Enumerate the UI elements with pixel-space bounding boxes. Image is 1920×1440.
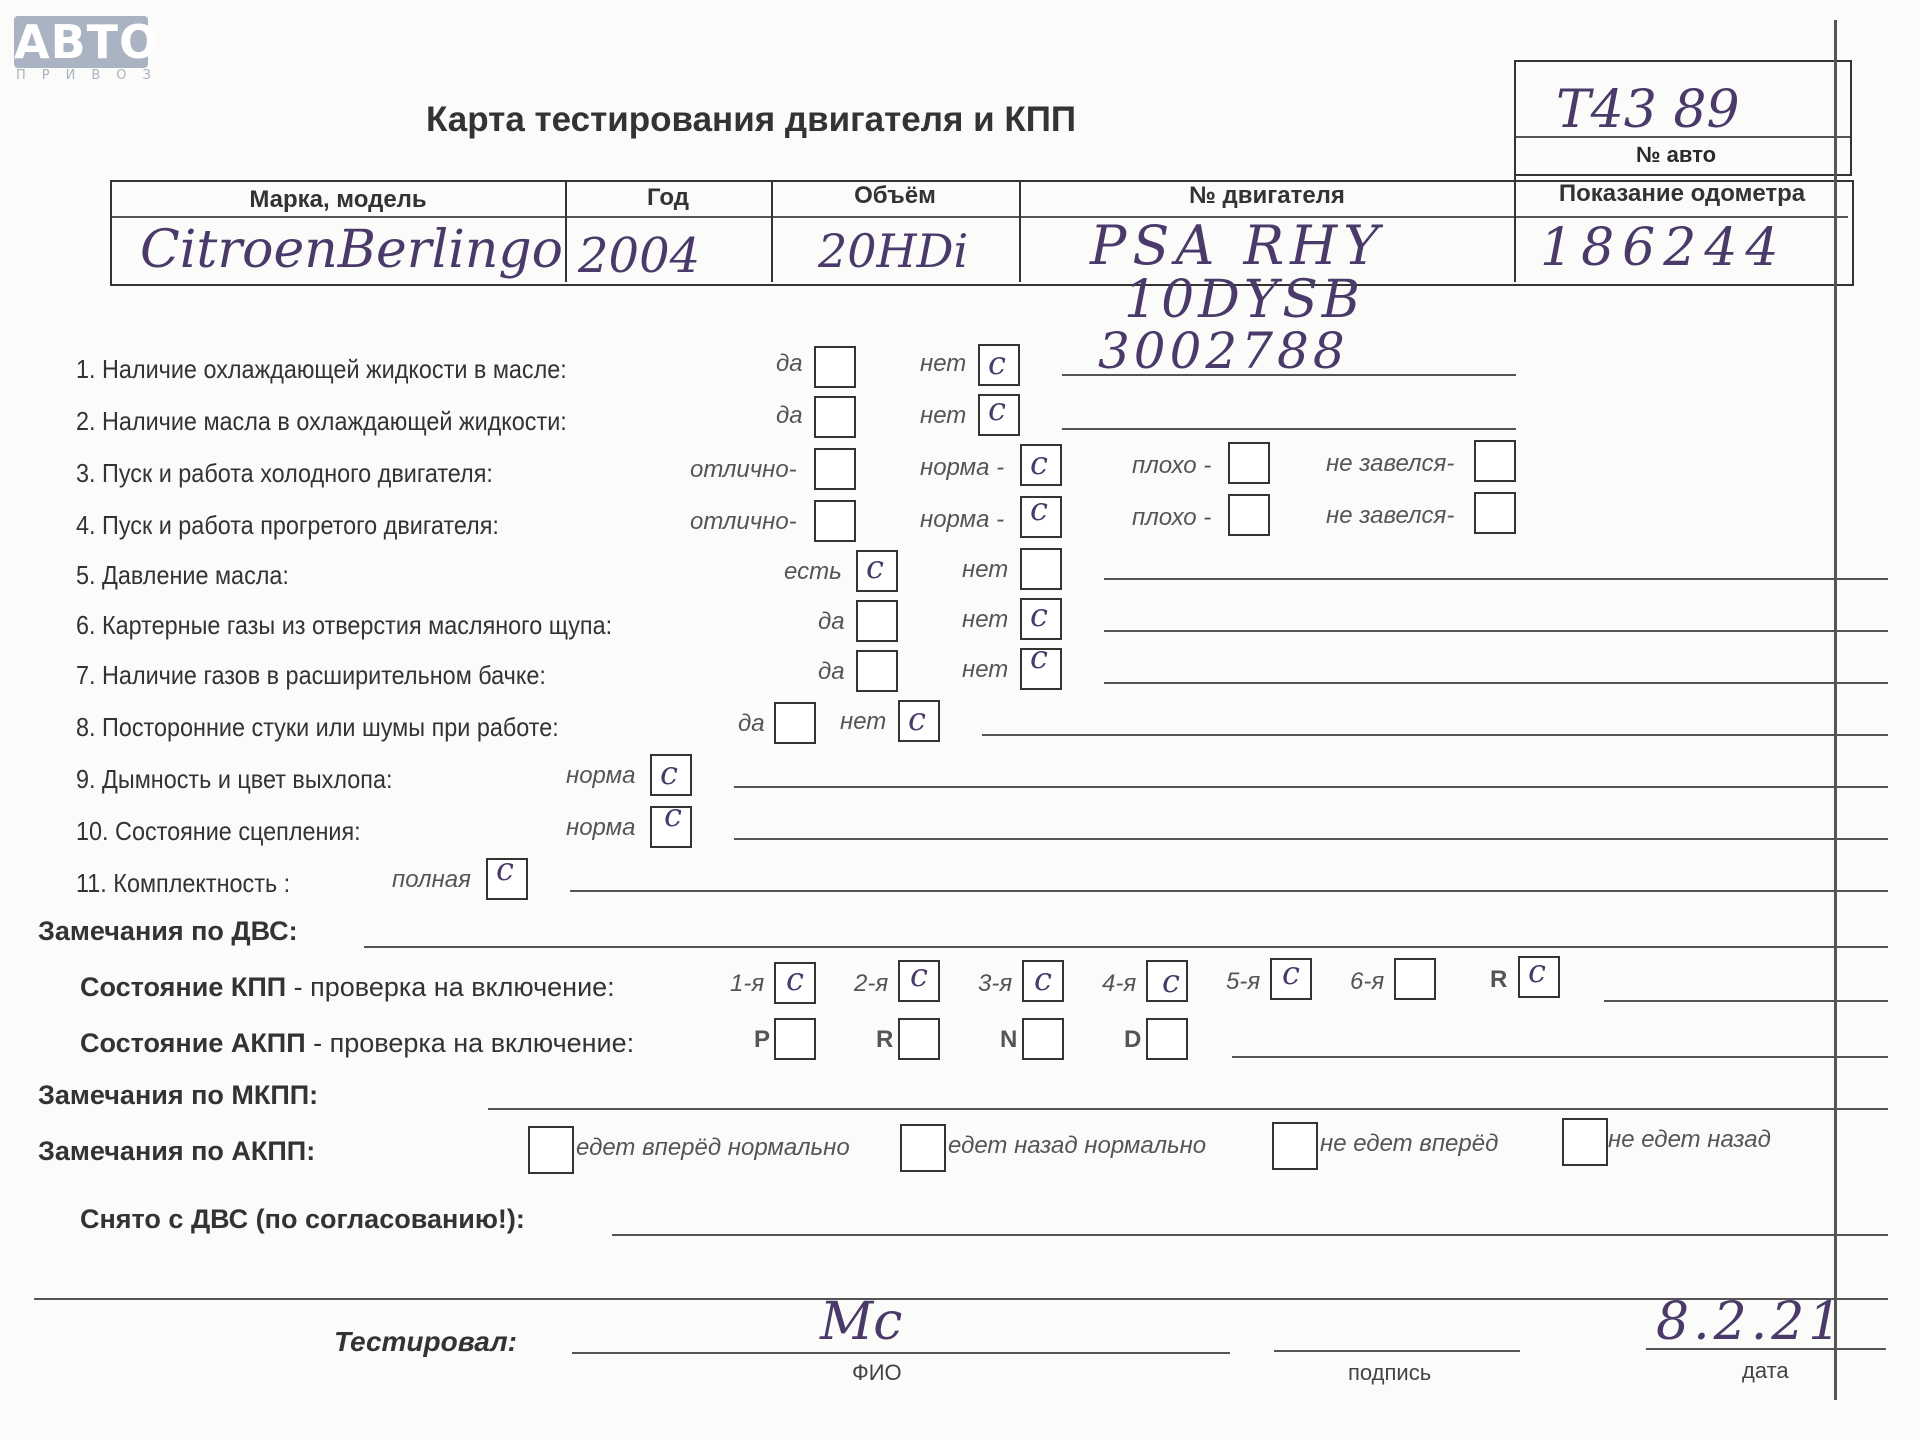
- q5-no-checkbox[interactable]: [1020, 548, 1062, 590]
- q3-bad-checkbox[interactable]: [1228, 442, 1270, 484]
- signature-line: [1274, 1350, 1520, 1352]
- akpp-forward-ok-label: едет вперёд нормально: [576, 1134, 850, 1161]
- q7-no-check: c: [1030, 638, 1048, 676]
- q2-yes-label: да: [776, 402, 803, 429]
- akpp-d-label: D: [1124, 1026, 1142, 1053]
- value-volume: 20HDi: [818, 224, 969, 278]
- kpp-label: Состояние КПП - проверка на включение:: [80, 972, 615, 1002]
- removed-line: [612, 1234, 1888, 1236]
- caption-fio: ФИО: [852, 1360, 902, 1385]
- remarks-akpp-label: Замечания по АКПП:: [38, 1136, 316, 1166]
- kpp-gear-3-check: c: [1034, 960, 1052, 998]
- q4-excellent-checkbox[interactable]: [814, 500, 856, 542]
- question-5: 5. Давление масла:: [76, 560, 289, 590]
- q4-not-started-checkbox[interactable]: [1474, 492, 1516, 534]
- kpp-gear-1-label: 1-я: [730, 970, 765, 997]
- remarks-dvs-label: Замечания по ДВС:: [38, 916, 298, 946]
- q1-yes-checkbox[interactable]: [814, 346, 856, 388]
- q1-line: [1062, 374, 1516, 376]
- kpp-gear-4-check: c: [1162, 962, 1180, 1000]
- q1-no-label: нет: [920, 350, 967, 377]
- q11-line: [570, 890, 1888, 892]
- removed-label: Снято с ДВС (по согласованию!):: [80, 1204, 525, 1234]
- q5-line: [1104, 578, 1888, 580]
- date-value: 8.2.21: [1656, 1292, 1846, 1352]
- q11-full-label: полная: [392, 866, 471, 893]
- akpp-r-checkbox[interactable]: [898, 1018, 940, 1060]
- kpp-line: [1604, 1000, 1888, 1002]
- akpp-label: Состояние АКПП - проверка на включение:: [80, 1028, 635, 1058]
- q5-present-check: c: [866, 548, 884, 586]
- q10-norm-label: норма: [566, 814, 636, 841]
- q3-bad-label: плохо -: [1132, 452, 1212, 479]
- q8-line: [982, 734, 1888, 736]
- question-4: 4. Пуск и работа прогретого двигателя:: [76, 510, 499, 540]
- q4-normal-check: c: [1030, 490, 1048, 528]
- q7-no-label: нет: [962, 656, 1009, 683]
- bottom-separator: [34, 1298, 1888, 1300]
- q8-no-label: нет: [840, 708, 887, 735]
- akpp-backward-ok-checkbox[interactable]: [900, 1124, 946, 1172]
- question-2: 2. Наличие масла в охлаждающей жидкости:: [76, 406, 567, 436]
- akpp-line: [1232, 1056, 1888, 1058]
- car-number-label: № авто: [1636, 142, 1717, 167]
- q5-present-label: есть: [784, 558, 842, 585]
- header-volume: Объём: [854, 182, 936, 209]
- akpp-backward-ok-label: едет назад нормально: [948, 1132, 1207, 1159]
- question-8: 8. Посторонние стуки или шумы при работе:: [76, 712, 559, 742]
- page-edge-line: [1834, 20, 1837, 1400]
- akpp-r-label: R: [876, 1026, 894, 1053]
- q6-yes-label: да: [818, 608, 845, 635]
- q7-yes-label: да: [818, 658, 845, 685]
- akpp-p-checkbox[interactable]: [774, 1018, 816, 1060]
- q8-yes-label: да: [738, 710, 765, 737]
- caption-date: дата: [1742, 1358, 1789, 1383]
- q10-line: [734, 838, 1888, 840]
- q9-norm-check: c: [660, 754, 678, 792]
- header-make-model: Марка, модель: [249, 186, 427, 213]
- q9-line: [734, 786, 1888, 788]
- q7-line: [1104, 682, 1888, 684]
- q8-no-check: c: [908, 700, 926, 738]
- q3-excellent-checkbox[interactable]: [814, 448, 856, 490]
- q4-bad-label: плохо -: [1132, 504, 1212, 531]
- akpp-n-label: N: [1000, 1026, 1018, 1053]
- q2-no-label: нет: [920, 402, 967, 429]
- akpp-forward-ok-checkbox[interactable]: [528, 1126, 574, 1174]
- kpp-gear-3-label: 3-я: [978, 970, 1013, 997]
- question-7: 7. Наличие газов в расширительном бачке:: [76, 660, 546, 690]
- question-10: 10. Состояние сцепления:: [76, 816, 361, 846]
- header-odometer: Показание одометра: [1558, 180, 1806, 207]
- value-year: 2004: [578, 228, 701, 284]
- logo: АВТО: [14, 15, 160, 69]
- q3-normal-label: норма -: [920, 454, 1005, 481]
- kpp-gear-6-label: 6-я: [1350, 968, 1385, 995]
- value-odometer: 186244: [1540, 218, 1787, 278]
- kpp-gear-6-checkbox[interactable]: [1394, 958, 1436, 1000]
- value-engine-no-line2: 10DYSB: [1124, 270, 1365, 330]
- q6-no-check: c: [1030, 596, 1048, 634]
- kpp-gear-1-check: c: [786, 960, 804, 998]
- q1-yes-label: да: [776, 350, 803, 377]
- value-engine-no-line3: 3002788: [1098, 322, 1349, 380]
- q3-excellent-label: отлично-: [690, 456, 797, 483]
- logo-subtitle: ПРИВОЗ: [16, 68, 167, 83]
- tester-signature: Mc: [820, 1292, 903, 1352]
- header-engine-no: № двигателя: [1189, 182, 1345, 209]
- q4-bad-checkbox[interactable]: [1228, 494, 1270, 536]
- question-11: 11. Комплектность :: [76, 868, 291, 898]
- akpp-p-label: P: [754, 1026, 771, 1053]
- q8-yes-checkbox[interactable]: [774, 702, 816, 744]
- q2-yes-checkbox[interactable]: [814, 396, 856, 438]
- q3-not-started-checkbox[interactable]: [1474, 440, 1516, 482]
- q4-excellent-label: отлично-: [690, 508, 797, 535]
- kpp-gear-4-label: 4-я: [1102, 970, 1137, 997]
- akpp-no-backward-label: не едет назад: [1608, 1126, 1771, 1153]
- tested-label: Тестировал:: [334, 1326, 517, 1357]
- page-title: Карта тестирования двигателя и КПП: [426, 100, 1077, 139]
- q6-no-label: нет: [962, 606, 1009, 633]
- kpp-gear-r-label: R: [1490, 966, 1508, 993]
- q1-no-check: c: [988, 344, 1006, 382]
- fio-line: [572, 1352, 1230, 1354]
- kpp-gear-r-check: c: [1528, 952, 1546, 990]
- q9-norm-label: норма: [566, 762, 636, 789]
- remarks-mkpp-line: [488, 1108, 1888, 1110]
- akpp-no-backward-checkbox[interactable]: [1562, 1118, 1608, 1166]
- kpp-gear-5-label: 5-я: [1226, 968, 1261, 995]
- question-9: 9. Дымность и цвет выхлопа:: [76, 764, 393, 794]
- header-year: Год: [647, 184, 689, 211]
- q5-no-label: нет: [962, 556, 1009, 583]
- akpp-no-forward-label: не едет вперёд: [1320, 1130, 1499, 1157]
- caption-signature: подпись: [1348, 1360, 1432, 1385]
- car-number-value: T43 89: [1556, 80, 1740, 140]
- q11-full-check: c: [496, 850, 514, 888]
- kpp-gear-2-label: 2-я: [854, 970, 889, 997]
- q3-not-started-label: не завелся-: [1326, 450, 1455, 477]
- q7-yes-checkbox[interactable]: [856, 650, 898, 692]
- akpp-n-checkbox[interactable]: [1022, 1018, 1064, 1060]
- kpp-gear-2-check: c: [910, 956, 928, 994]
- remarks-mkpp-label: Замечания по МКПП:: [38, 1080, 319, 1110]
- kpp-gear-5-check: c: [1282, 954, 1300, 992]
- remarks-dvs-line: [364, 946, 1888, 948]
- question-6: 6. Картерные газы из отверстия масляного щупа:: [76, 610, 613, 640]
- q10-norm-check: c: [664, 796, 682, 834]
- question-3: 3. Пуск и работа холодного двигателя:: [76, 458, 493, 488]
- value-make-model: CitroenBerlingo: [140, 220, 563, 280]
- akpp-no-forward-checkbox[interactable]: [1272, 1122, 1318, 1170]
- q4-not-started-label: не завелся-: [1326, 502, 1455, 529]
- value-engine-no: PSA RHY: [1090, 214, 1385, 277]
- q2-line: [1062, 428, 1516, 430]
- q3-normal-check: c: [1030, 444, 1048, 482]
- q2-no-check: c: [988, 390, 1006, 428]
- q6-line: [1104, 630, 1888, 632]
- q6-yes-checkbox[interactable]: [856, 600, 898, 642]
- question-1: 1. Наличие охлаждающей жидкости в масле:: [76, 354, 567, 384]
- q4-normal-label: норма -: [920, 506, 1005, 533]
- akpp-d-checkbox[interactable]: [1146, 1018, 1188, 1060]
